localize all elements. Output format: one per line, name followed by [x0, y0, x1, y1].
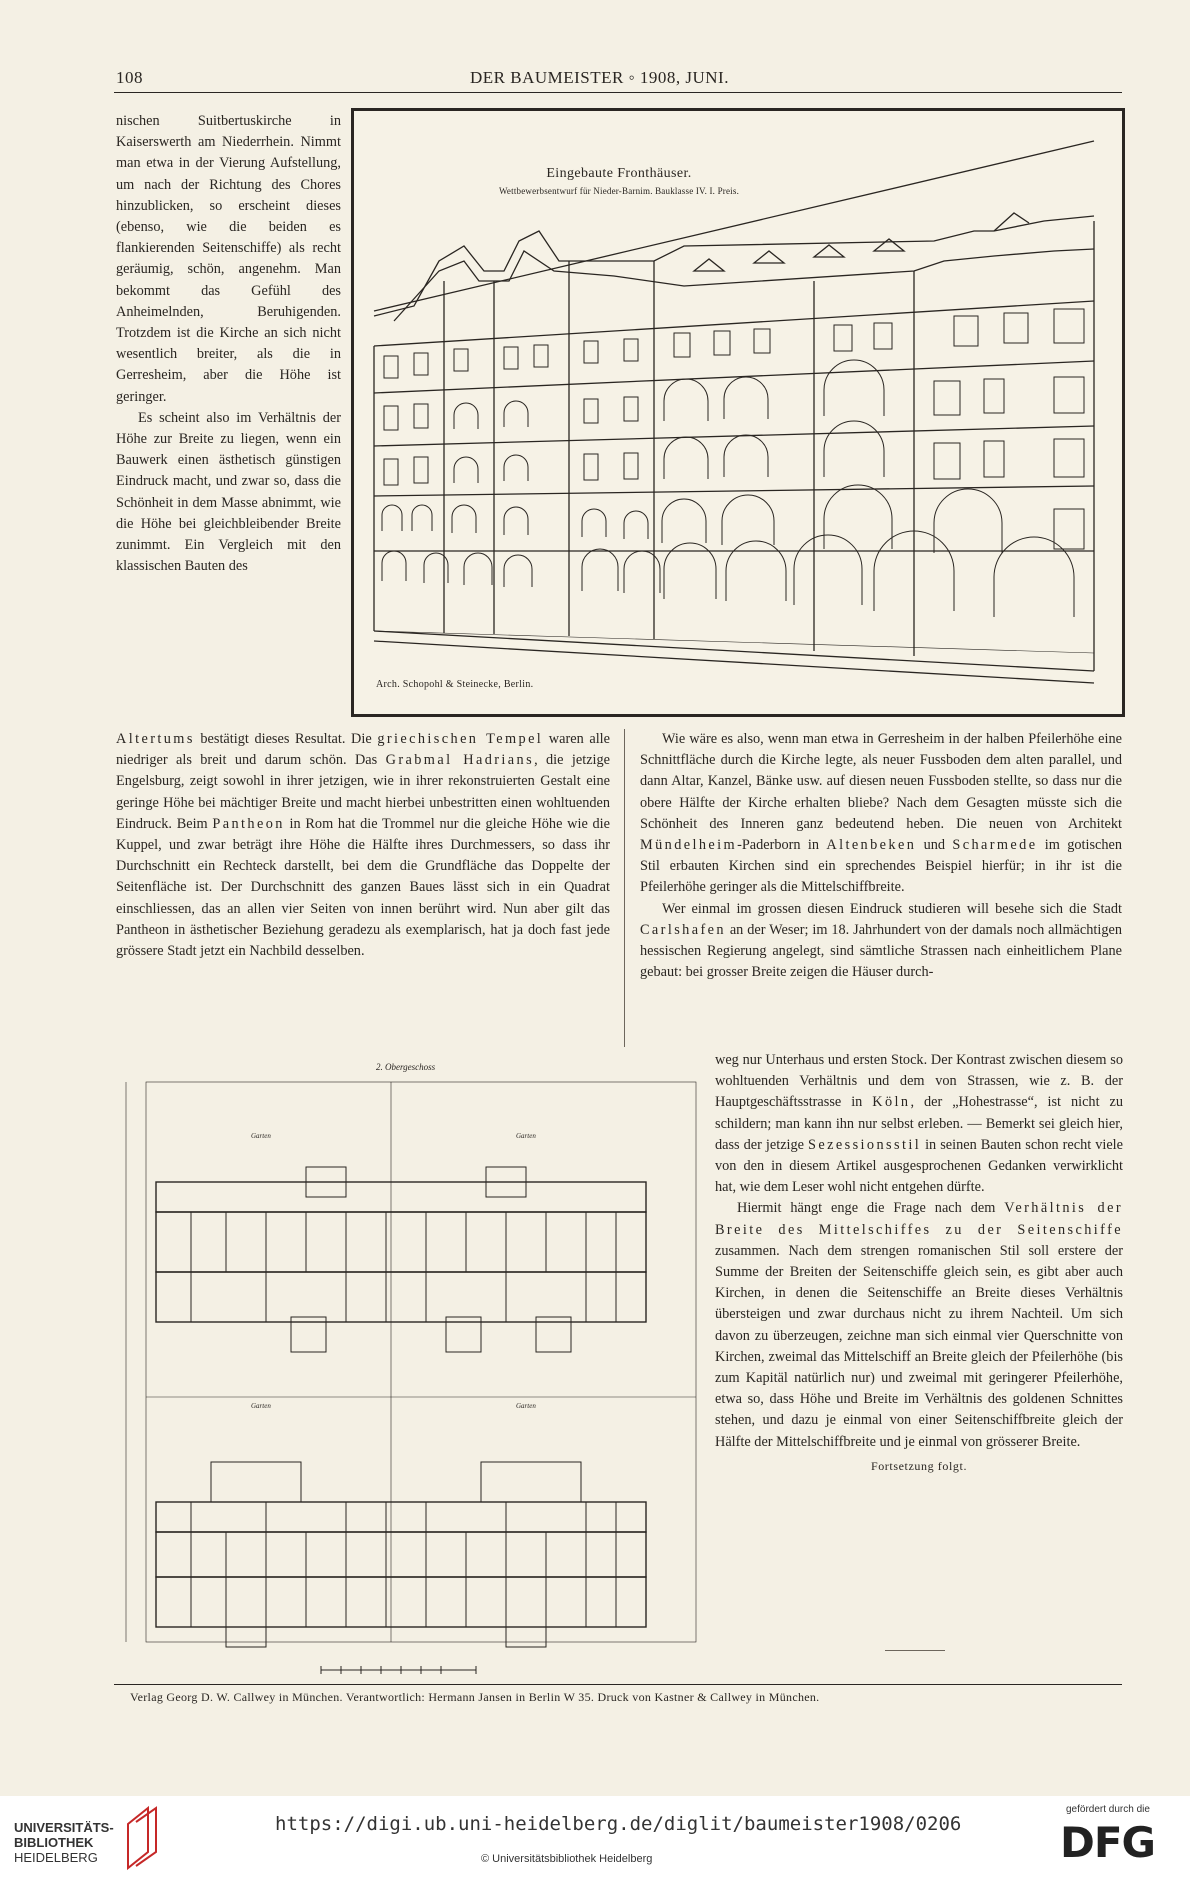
library-logo-icon [118, 1804, 168, 1872]
text-run: , die jetzige Engelsburg, zeigt sowohl in ihrer jetzigen, wie in ihrer rekonstruierten Gestalt eine geringe Höhe bei mächtiger Breite und macht hierbei unbestritten einen wohltuenden Eindruck. Beim [116, 752, 611, 832]
library-banner [0, 1796, 1190, 1878]
emphasis: Grabmal Hadrians [385, 752, 535, 769]
column-divider [624, 729, 625, 1047]
emphasis: Altertums [116, 731, 195, 747]
footer-rule [114, 1684, 1122, 1685]
left-narrow-column [116, 111, 341, 577]
emphasis: Pantheon [212, 815, 285, 832]
text-run: Wie wäre es also, wenn man etwa in Gerresheim in der halben Pfeilerhöhe eine Schnittfläche durch die Kirche legte, als neuer Fussboden dem alten parallel, und dann Altar, Kanzel, Bänke usw. auf diesen neuen Fussboden stellte, so dass nur die obere Hälfte der Kirche erhalten bliebe? Nach dem Gesagten müsste sich die Schönheit des Inneren ganz bedeutend heben. Die neuen von Architekt [640, 731, 1122, 832]
text-run: zusammen. Nach dem strengen romanischen Stil soll erstere der Summe der Breiten der Seitenschiffe gleich sein, es gibt aber auch Kirchen, in denen die Seitenschiffe an Breite dieses Verhältnis übersteigen und zwar durchaus nicht zu ihrem Nachteil. Um sich davon zu überzeugen, zeichne man sich einmal vier Querschnitte von Kirchen, zweimal das Mittelschiff an Breite gleich der Pfeilerhöhe (bis zum Kapitäl natürlich nur) und zweimal mit geringerer Pfeilerhöhe, etwa so, dass Höhe und Breite im Verhältnis des goldenen Schnittes stehen, und dazu je einmal von einer Seitenschiffbreite gleich der Hälfte der Mittelschiffbreite und je einmal von grösserer Breite. [715, 1242, 1123, 1450]
footer-imprint: Verlag Georg D. W. Callwey in München. Verantwortlich: Hermann Jansen in Berlin W 35. Druck von Kastner & Callwey in München. [130, 1690, 820, 1704]
permalink-url[interactable]: https://digi.ub.uni-heidelberg.de/diglit/baumeister1908/0206 [275, 1813, 962, 1835]
emphasis: Carlshafen [640, 921, 726, 938]
text-run: Hiermit hängt enge die Frage nach dem [737, 1200, 1005, 1217]
text-run: bestätigt dieses Resultat. Die [194, 731, 378, 747]
paragraph: nischen Suitbertuskirche in Kaiserswerth am Niederrhein. Nimmt man etwa in der Vierung Aufstellung, um nach der Richtung des Chores hinzublicken, so erscheint dieses (ebenso, wie die beiden es flankierenden Seitenschiffe) als recht geräumig, schön, angenehm. Man bekommt das Gefühl des Anheimelnden, Beruhigenden. Trotzdem ist die Kirche an sich nicht wesentlich breiter, als die in Gerresheim, aber die Höhe ist geringer. [116, 113, 341, 405]
text-run: -Paderborn in [737, 837, 827, 854]
figure-title: Eingebaute Fronthäuser. [546, 166, 692, 181]
funding-note: gefördert durch die [1066, 1804, 1150, 1815]
floor-plan [116, 1062, 701, 1682]
emphasis: Scharmede [952, 837, 1038, 854]
emphasis: Altenbeken [826, 837, 917, 854]
garden-label: Garten [251, 1402, 271, 1410]
continued-note: Fortsetzung folgt. [870, 1458, 968, 1473]
floor-plan-title: 2. Obergeschoss [376, 1062, 436, 1072]
left-wide-column [116, 729, 610, 962]
separator-rule [885, 1650, 945, 1651]
text-run: weg nur Unterhaus und ersten Stock. Der Kontrast zwischen diesem so wohltuenden Verhältnis und dem von Strassen, wie z. B. der Hauptgeschäftsstrasse in [715, 1052, 1123, 1111]
figure-architect: Arch. Schopohl & Steinecke, Berlin. [376, 679, 534, 690]
floor-plan-drawing [116, 1062, 701, 1682]
emphasis: Verhältnis der Breite des Mittelschiffes zu der Seitenschiffe [715, 1200, 1123, 1238]
header-rule [114, 92, 1122, 93]
emphasis: Mündelheim [640, 837, 738, 854]
text-run: an der Weser; im 18. Jahrhundert von der damals noch allmächtigen hessischen Regierung angelegt, sind sämtliche Strassen nach einheitlichem Plane gebaut: bei grosser Breite zeigen die Häuser durch- [640, 921, 1122, 981]
library-line: HEIDELBERG [14, 1850, 98, 1865]
text-run: im gotischen Stil erbauten Kirchen sind ein sprechendes Beispiel hierfür; in ihr ist die Pfeilerhöhe geringer als die Mittelschiffbreite. [640, 837, 1122, 896]
dfg-logo: DFG [1060, 1818, 1156, 1867]
text-run: in seinen Bauten schon recht viele von den in diesem Artikel ausgesprochenen Gedanken verwirklicht hat, wie dem Leser wohl nicht entgehen dürfte. [715, 1136, 1123, 1196]
library-line: BIBLIOTHEK [14, 1835, 94, 1850]
running-title: DER BAUMEISTER ◦ 1908, JUNI. [470, 68, 729, 87]
text-run: , der „Hohestrasse“, ist nicht zu schildern; man kann ihn nur selbst erleben. — Bemerkt sei gleich hier, dass der jetzige [715, 1094, 1123, 1153]
garden-label: Garten [516, 1132, 536, 1140]
right-lower-column [715, 1050, 1123, 1477]
text-run: waren alle niedriger als breit und darum schön. Das [116, 731, 610, 769]
library-name [14, 1820, 114, 1865]
emphasis: Köln [872, 1094, 911, 1111]
copyright: © Universitätsbibliothek Heidelberg [481, 1853, 653, 1865]
page-number: 108 [116, 68, 143, 87]
text-run: und [916, 837, 953, 854]
facade-drawing [354, 111, 1122, 714]
figure-subtitle: Wettbewerbsentwurf für Nieder-Barnim. Bauklasse IV. I. Preis. [498, 186, 740, 196]
garden-label: Garten [251, 1132, 271, 1140]
right-column [640, 729, 1122, 983]
facade-figure [351, 108, 1125, 717]
text-run: in Rom hat die Trommel nur die gleiche Höhe wie die Kuppel, und zwar beträgt ihre Höhe die Hälfte ihres Durchmessers, so dass ihr Durchschnitt ein Rechteck darstellt, bei dem die Grundfläche das Doppelte der Seitenfläche ist. Der Durchschnitt des ganzen Baues lässt sich in ein Quadrat einschliessen, das an allen vier Seiten von innen berührt wird. Nun aber gilt das Pantheon in ästhetischer Beziehung geradezu als exemplarisch, hat ja doch fast jede grössere Stadt jetzt ein Nachbild desselben. [116, 815, 610, 960]
emphasis: Sezessionsstil [808, 1136, 922, 1153]
emphasis: griechischen Tempel [377, 731, 544, 747]
library-line: UNIVERSITÄTS- [14, 1820, 114, 1835]
paragraph: Es scheint also im Verhältnis der Höhe zur Breite zu liegen, wenn ein Bauwerk einen ästhetisch günstigen Eindruck macht, und zwar so, dass die Schönheit in dem Masse abnimmt, wie die Höhe bei gleichbleibender Breite zunimmt. Ein Vergleich mit den klassischen Bauten des [116, 409, 341, 575]
garden-label: Garten [516, 1402, 536, 1410]
text-run: Wer einmal im grossen diesen Eindruck studieren will besehe sich die Stadt [662, 900, 1122, 917]
